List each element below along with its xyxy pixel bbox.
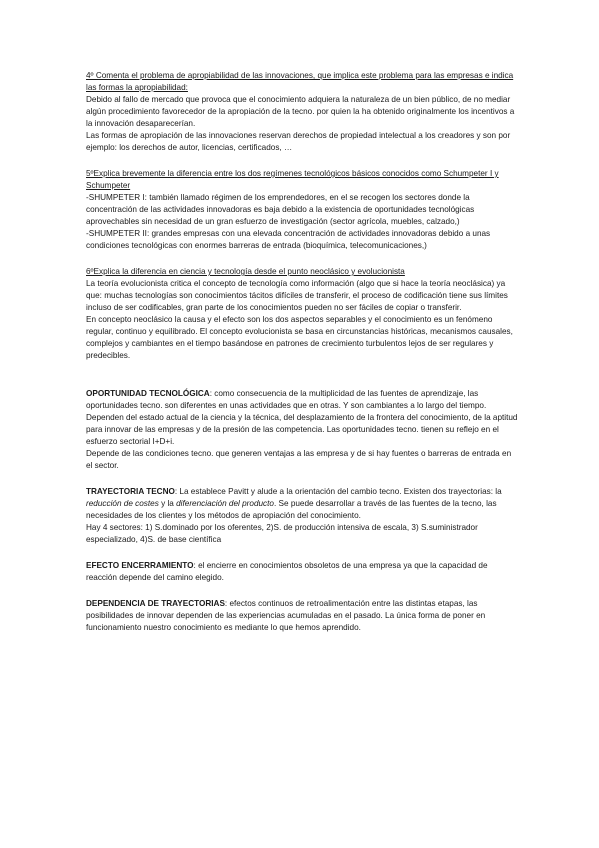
question-4-answer-p2: Las formas de apropiación de las innovaciones reservan derechos de propiedad intelectual a los creadores y son por ejemplo: los derechos de autor, licencias, certificados, … [86,131,511,152]
efecto-encerramiento-text: : el encierre en conocimientos obsoletos de una empresa ya que la capacidad de reacción depende del camino elegido. [86,561,488,582]
trayectoria-tecno-text-c: . Se puede desarrollar a través de las fuentes de la tecno, las necesidades de los clientes y los métodos de apropiación del conocimiento. [86,499,497,520]
question-5-answer-p1: -SHUMPETER I: también llamado régimen de los emprendedores, en el se recogen los sectores donde la concentración de las actividades innovadoras es baja debido a la existencia de oportunidades tecnológicas aprovechables sin necesidad de un gran esfuerzo de investigación (sector agrícola, muebles, calzado,) [86,193,475,226]
trayectoria-reduccion-costes: reducción de costes [86,499,159,508]
question-4-heading: 4º Comenta el problema de apropiabilidad de las innovaciones, que implica este problema para las empresas e indica las formas la apropiabilidad: [86,71,514,92]
trayectoria-tecno-term: TRAYECTORIA TECNO [86,487,175,496]
oportunidad-tecnologica-text: : como consecuencia de la multiplicidad de las fuentes de aprendizaje, las oportunidades tecno. son diferentes en unas actividades que en otras. Y son cambiantes a lo largo del tiempo. Dependen del estado actual de la ciencia y la técnica, del desplazamiento de la frontera del conocimiento, de la aptitud para innovar de las empresas y de la presión de las competencia. Las oportunidades tecno. tienen su reflejo en el esfuerzo sectorial I+D+i. [86,389,518,446]
trayectoria-diferenciacion-producto: diferenciación del producto [176,499,274,508]
dependencia-trayectorias-term: DEPENDENCIA DE TRAYECTORIAS [86,599,225,608]
question-5-answer-p2: -SHUMPETER II: grandes empresas con una elevada concentración de actividades innovadoras debido a unas condiciones tecnológicas con enormes barreras de entrada (bioquímica, telecomunicaciones,) [86,229,491,250]
question-4-answer-p1: Debido al fallo de mercado que provoca que el conocimiento adquiera la naturaleza de un bien público, de no mediar algún procedimiento favorecedor de la apropiación de la tecno. por quien la ha obtenido originalmente los incentivos a la innovación desaparecerían. [86,95,515,128]
trayectoria-tecno-paragraph [86,486,518,522]
dependencia-trayectorias-paragraph [86,598,518,634]
question-5-heading: 5ºExplica brevemente la diferencia entre los dos regímenes tecnológicos básicos conocidos como Schumpeter I y Schumpeter [86,169,499,190]
trayectoria-tecno-text-b: y la [158,499,177,508]
question-6-heading: 6ºExplica la diferencia en ciencia y tecnología desde el punto neoclásico y evolucionista [86,267,405,276]
trayectoria-tecno-text-a: : La establece Pavitt y alude a la orientación del cambio tecno. Existen dos trayectorias: la [174,487,502,496]
efecto-encerramiento-paragraph [86,560,518,584]
oportunidad-tecnologica-term: OPORTUNIDAD TECNOLÓGICA [86,389,210,398]
efecto-encerramiento-term: EFECTO ENCERRAMIENTO [86,561,194,570]
question-6-answer-p2: En concepto neoclásico la causa y el efecto son los dos aspectos separables y el conocimiento es un fenómeno regular, continuo y equilibrado. El concepto evolucionista se basa en circunstancias históricas, mecanismos causales, complejos y cambiantes en el tiempo basándose en patrones de crecimiento turbulentos lejos de ser regulares y predecibles. [86,315,513,360]
oportunidad-tecnologica-p2: Depende de las condiciones tecno. que generen ventajas a las empresa y de si hay fuentes o barreras de entrada en el sector. [86,449,512,470]
trayectoria-tecno-sectores: Hay 4 sectores: 1) S.dominado por los oferentes, 2)S. de producción intensiva de escala, 3) S.suministrador especializado, 4)S. de base científica [86,523,478,544]
document-body [86,70,518,634]
dependencia-trayectorias-text: : efectos continuos de retroalimentación entre las distintas etapas, las posibilidades de innovar dependen de las experiencias acumuladas en el pasado. La única forma de poner en funcionamiento nuestro conocimiento es mediante lo que hemos aprendido. [86,599,486,632]
oportunidad-tecnologica-paragraph [86,388,518,448]
question-6-answer-p1: La teoría evolucionista critica el concepto de tecnología como información (algo que si hace la teoría neoclásica) ya que: muchas tecnologías son conocimientos tácitos difíciles de transferir, el proceso de codificación tiene sus límites incluso de ser codificables, gran parte de los conocimientos pueden no ser fáciles de copiar o transferir. [86,279,508,312]
